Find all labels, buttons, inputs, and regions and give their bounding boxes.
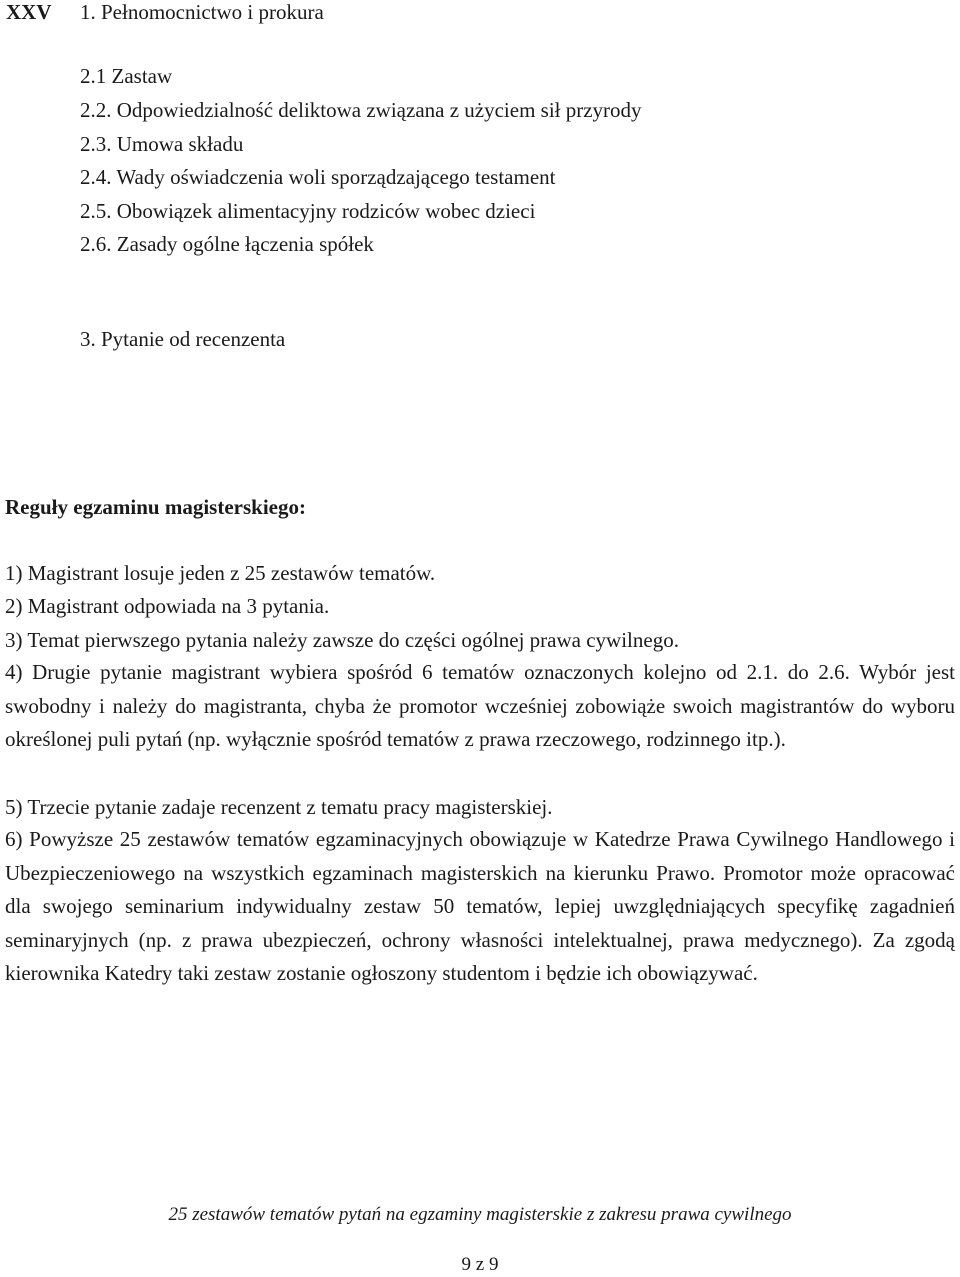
topic-item-2-2: 2.2. Odpowiedzialność deliktowa związana z użyciem sił przyrody	[80, 98, 642, 122]
rule-item-6: 6) Powyższe 25 zestawów tematów egzaminacyjnych obowiązuje w Katedrze Prawa Cywilnego Handlowego i Ubezpieczeniowego na wszystkich egzaminach magisterskich na kierunku Prawo. Promotor może opracować dla swojego seminarium indywidualny zestaw 50 tematów, lepiej uwzględniających specyfikę zagadnień seminaryjnych (np. z prawa ubezpieczeń, ochrony własności intelektualnej, prawa medycznego). Za zgodą kierownika Katedry taki zestaw zostanie ogłoszony studentom i będzie ich obowiązywać.	[5, 827, 955, 985]
rule-item-3: 3) Temat pierwszego pytania należy zawsze do części ogólnej prawa cywilnego.	[5, 628, 679, 652]
rule-item-4: 4) Drugie pytanie magistrant wybiera spośród 6 tematów oznaczonych kolejno od 2.1. do 2.6. Wybór jest swobodny i należy do magistranta, chyba że promotor wcześniej zobowiąże swoich magistrantów do wyboru określonej puli pytań (np. wyłącznie spośród tematów z prawa rzeczowego, rodzinnego itp.).	[5, 660, 955, 751]
section-number: XXV	[6, 0, 52, 24]
rule-item-5: 5) Trzecie pytanie zadaje recenzent z tematu pracy magisterskiej.	[5, 795, 553, 819]
rules-heading: Reguły egzaminu magisterskiego:	[5, 495, 306, 519]
page-number: 9 z 9	[461, 1254, 499, 1275]
topic-item-2-1: 2.1 Zastaw	[80, 64, 173, 88]
topic-item-2-4: 2.4. Wady oświadczenia woli sporządzającego testament	[80, 165, 556, 189]
topic-item-2-3: 2.3. Umowa składu	[80, 132, 244, 156]
topic-item-2-5: 2.5. Obowiązek alimentacyjny rodziców wobec dzieci	[80, 199, 536, 223]
topic-item-2-6: 2.6. Zasady ogólne łączenia spółek	[80, 232, 374, 256]
section-title: 1. Pełnomocnictwo i prokura	[80, 0, 324, 24]
rule-item-1: 1) Magistrant losuje jeden z 25 zestawów tematów.	[5, 561, 436, 585]
footer-caption: 25 zestawów tematów pytań na egzaminy magisterskie z zakresu prawa cywilnego	[168, 1204, 792, 1225]
reviewer-question: 3. Pytanie od recenzenta	[80, 327, 286, 351]
rule-item-2: 2) Magistrant odpowiada na 3 pytania.	[5, 594, 330, 618]
